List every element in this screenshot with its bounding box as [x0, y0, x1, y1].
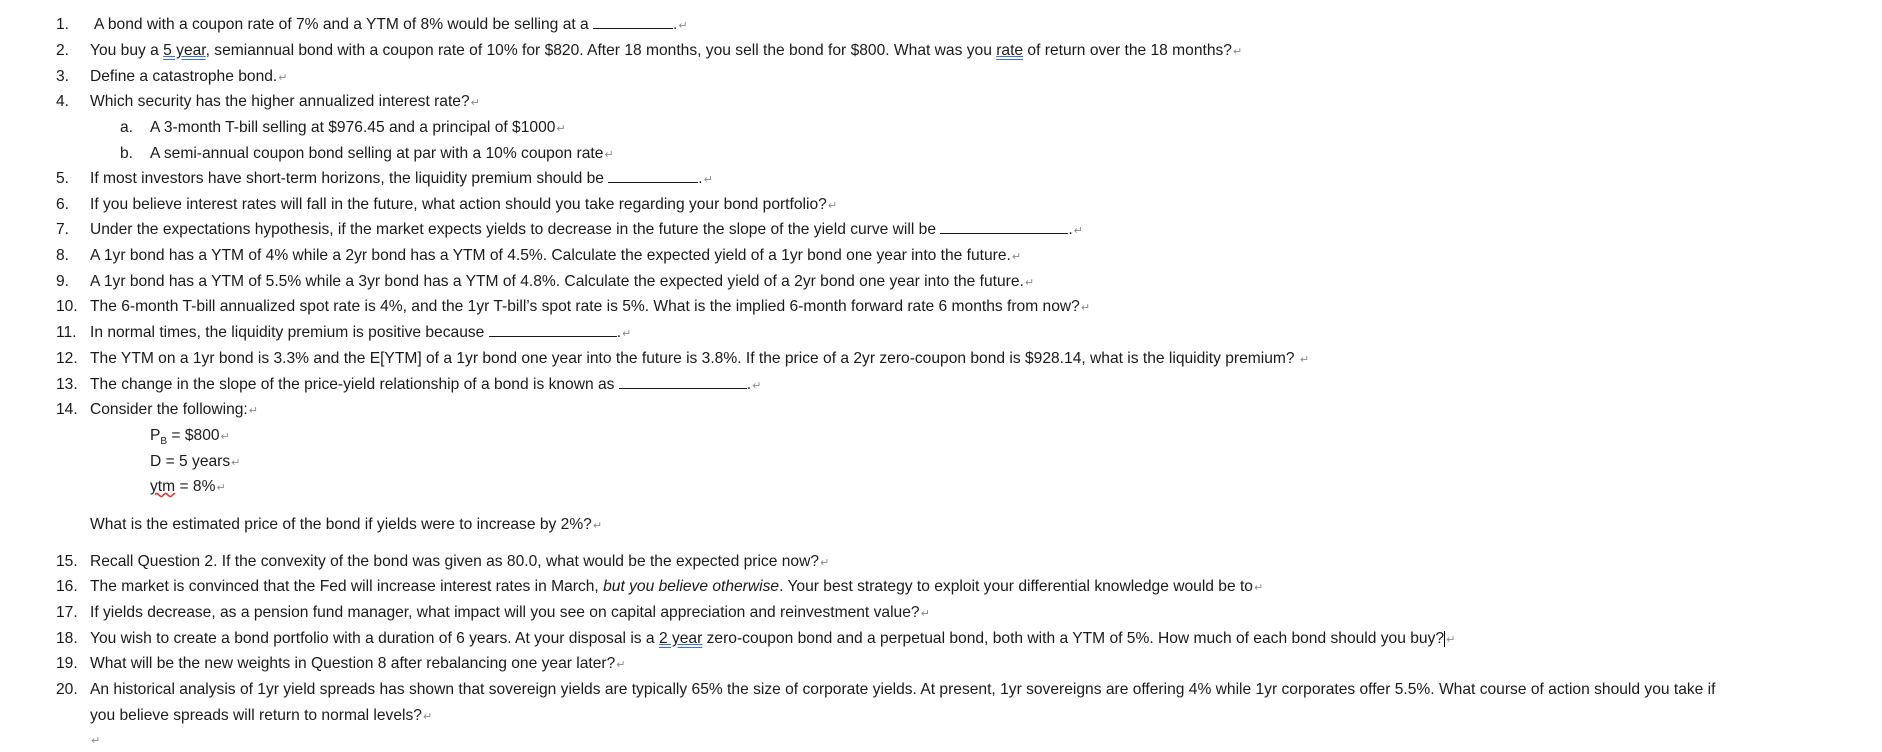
- sub-item-letter: b.: [120, 145, 134, 162]
- question-text: In normal times, the liquidity premium is positive because .↵: [90, 324, 632, 341]
- paragraph-mark-icon: ↵: [1299, 354, 1310, 366]
- paragraph-mark-icon: ↵: [278, 72, 288, 84]
- paragraph-mark-icon: ↵: [616, 659, 626, 671]
- question-number: 18.: [56, 630, 78, 647]
- sub-item-text: A semi-annual coupon bond selling at par with a 10% coupon rate↵: [150, 145, 614, 162]
- question-number: 2.: [56, 42, 70, 59]
- question-text: A 1yr bond has a YTM of 5.5% while a 3yr bond has a YTM of 4.8%. Calculate the expected yield of a 2yr bond one year into the future.↵: [90, 273, 1035, 290]
- question-number: 16.: [56, 578, 78, 595]
- question-number: 11.: [56, 324, 77, 341]
- question-number: 9.: [56, 273, 70, 290]
- sub-item-letter: a.: [120, 119, 134, 136]
- question-number: 3.: [56, 68, 70, 85]
- paragraph-mark-icon: ↵: [422, 711, 433, 723]
- question-text: Recall Question 2. If the convexity of the bond was given as 80.0, what would be the expected price now?↵: [90, 553, 830, 570]
- question-number: 1.: [56, 16, 70, 33]
- question-text: The market is convinced that the Fed will increase interest rates in March, but you believe otherwise. Your best strategy to exploit your differential knowledge would be to↵: [90, 578, 1264, 595]
- paragraph-mark-icon: ↵: [604, 149, 614, 161]
- question-text: The change in the slope of the price-yield relationship of a bond is known as .↵: [90, 376, 762, 393]
- paragraph-mark-icon: ↵: [678, 20, 688, 32]
- text-cursor: [1444, 631, 1445, 647]
- answer-blank: [489, 322, 617, 337]
- grammar-flag[interactable]: 5 year: [163, 42, 206, 59]
- question-number: 20.: [56, 681, 78, 698]
- sub-item-text: A 3-month T-bill selling at $976.45 and a principal of $1000↵: [150, 119, 566, 136]
- answer-blank: [608, 168, 698, 183]
- question-number: 7.: [56, 221, 70, 238]
- question-text: What will be the new weights in Question 8 after rebalancing one year later?↵: [90, 655, 626, 672]
- paragraph-mark-icon: ↵: [622, 328, 632, 340]
- paragraph-mark-icon: ↵: [1011, 251, 1022, 263]
- question-text: Which security has the higher annualized interest rate?↵: [90, 93, 480, 110]
- paragraph-mark-icon: ↵: [248, 405, 258, 417]
- grammar-flag[interactable]: 2 year: [658, 630, 703, 647]
- paragraph-mark-icon: ↵: [592, 520, 603, 532]
- paragraph-mark-icon: ↵: [827, 200, 838, 212]
- question-number: 12.: [56, 350, 78, 367]
- question-number: 19.: [56, 655, 78, 672]
- answer-blank: [593, 14, 673, 29]
- paragraph-mark-icon: ↵: [1446, 634, 1456, 646]
- question-text: If you believe interest rates will fall in the future, what action should you take regarding your bond portfolio?↵: [90, 196, 838, 213]
- paragraph-mark-icon: ↵: [91, 735, 101, 747]
- paragraph-mark-icon: ↵: [1080, 302, 1091, 314]
- question-number: 5.: [56, 170, 70, 187]
- question-number: 17.: [56, 604, 78, 621]
- paragraph-mark-icon: ↵: [1024, 277, 1035, 289]
- question-text: You wish to create a bond portfolio with a duration of 6 years. At your disposal is a 2 year zero-coupon bond and a perpetual bond, both with a YTM of 5%. How much of each bond should you buy? ↵: [90, 630, 1456, 647]
- paragraph-mark-icon: ↵: [556, 123, 566, 135]
- question-text: Under the expectations hypothesis, if the market expects yields to decrease in the future the slope of the yield curve will be .↵: [90, 221, 1083, 238]
- question-text: Consider the following:↵: [90, 401, 258, 418]
- question-number: 15.: [56, 553, 78, 570]
- paragraph-mark-icon: ↵: [1232, 46, 1243, 58]
- question-text: If yields decrease, as a pension fund manager, what impact will you see on capital appreciation and reinvestment value?↵: [90, 604, 930, 621]
- question-number: 4.: [56, 93, 70, 110]
- answer-blank: [940, 219, 1068, 234]
- question-number: 14.: [56, 401, 78, 418]
- question-text: The YTM on a 1yr bond is 3.3% and the E[YTM] of a 1yr bond one year into the future is 3.8%. If the price of a 2yr zero-coupon bond is $928.14, what is the liquidity premium? ↵: [90, 350, 1310, 367]
- question-text: The 6-month T-bill annualized spot rate is 4%, and the 1yr T-bill’s spot rate is 5%. What is the implied 6-month forward rate 6 months from now?↵: [90, 298, 1091, 315]
- paragraph-mark-icon: ↵: [920, 608, 930, 620]
- paragraph-mark-icon: ↵: [231, 457, 241, 469]
- question-text: An historical analysis of 1yr yield spreads has shown that sovereign yields are typically 65% the size of corporate yields. At present, 1yr sovereigns are offering 4% while 1yr corporates offer 5.5%. What course of action should you take if: [90, 681, 1716, 698]
- question-number: 13.: [56, 376, 78, 393]
- paragraph-mark-icon: ↵: [216, 482, 226, 494]
- question-text: If most investors have short-term horizons, the liquidity premium should be .↵: [90, 170, 713, 187]
- question-number: 6.: [56, 196, 70, 213]
- question-number: 10.: [56, 298, 78, 315]
- paragraph-mark-icon: ↵: [703, 174, 713, 186]
- paragraph-mark-icon: ↵: [820, 557, 830, 569]
- paragraph-mark-icon: ↵: [470, 97, 480, 109]
- paragraph-mark-icon: ↵: [752, 380, 762, 392]
- question-text: A 1yr bond has a YTM of 4% while a 2yr bond has a YTM of 4.5%. Calculate the expected yield of a 1yr bond one year into the future.↵: [90, 247, 1022, 264]
- answer-blank: [619, 374, 747, 389]
- question-number: 8.: [56, 247, 70, 264]
- question-text: You buy a 5 year, semiannual bond with a coupon rate of 10% for $820. After 18 months, you sell the bond for $800. What was you rate of return over the 18 months?↵: [90, 42, 1243, 59]
- question-text: A bond with a coupon rate of 7% and a YTM of 8% would be selling at a .↵: [94, 16, 688, 33]
- paragraph-mark-icon: ↵: [1073, 225, 1083, 237]
- grammar-flag[interactable]: rate: [996, 42, 1024, 59]
- document-page[interactable]: 1. A bond with a coupon rate of 7% and a YTM of 8% would be selling at a .↵ 2. You buy a 5 year, semiannual bond with a coupon rate of 10% for $820. After 18 months, you sell the bond for $800. What was you rate of return over the 18 months?↵ 3. Define a catastrophe bond.↵ 4. Which security has the higher annualized interest rate?↵ a. A 3-month T-bill selling at $976.45 and a principal of $1000↵ b. A semi-annual coupon bond selling at par with a 10% coupon rate↵ 5. If most investors have short-term horizons, the liquidity premium should be .↵ 6. If you believe interest rates will fall in the future, what action should you take regarding your bond portfolio?↵ 7. Under the expectations hypothesis, if the market expects yields to decrease in the future the slope of the yield curve will be .↵ 8. A 1yr bond has a YTM of 4% while a 2yr bond has a YTM of 4.5%. Calculate the expected yield of a 1yr bond one year into the future.↵ 9. A 1yr bond has a YTM of 5.5% while a 3yr bond has a YTM of 4.8%. Calculate the expected yield of a 2yr bond one year into the future.↵ 10. The 6-month T-bill annualized spot rate is 4%, and the 1yr T-bill’s spot rate is 5%. What is the implied 6-month forward rate 6 months from now?↵ 11. In normal times, the liquidity premium is positive because .↵ 12. The YTM on a 1yr bond is 3.3% and the E[YTM] of a 1yr bond one year into the future is 3.8%. If the price of a 2yr zero-coupon bond is $928.14, what is the liquidity premium? ↵ 13. The change in the slope of the price-yield relationship of a bond is known as .↵ 14. Consider the following:↵ $P_B$ = $800↵ D = 5 years↵ ytm = 8%↵ What is the estimated price of the bond if yields were to increase by 2%?↵ 15. Recall Question 2. If the convexity of the bond was given as 80.0, what would be the expected price now?↵ 16. The market is convinced that the Fed will increase interest rates in March, but you believe otherwise. Your best strategy to exploit your differential knowledge would be to↵ 17. If yields decrease, as a pension fund manager, what impact will you see on capital appreciation and reinvestment value?↵ 18. You wish to create a bond portfolio with a duration of 6 years. At your disposal is a 2 year zero-coupon bond and a perpetual bond, both with a YTM of 5%. How much of each bond should you buy? ↵ 19. What will be the new weights in Question 8 after rebalancing one year later?↵ 20. An historical analysis of 1yr yield spreads has shown that sovereign yields are typically 65% the size of corporate yields. At present, 1yr sovereigns are offering 4% while 1yr corporates offer 5.5%. What course of action should you take if you believe spreads will return to normal levels?↵ ↵: [56, 16, 1716, 747]
- spelling-flag[interactable]: ytm: [150, 478, 176, 495]
- paragraph-mark-icon: ↵: [220, 431, 230, 443]
- paragraph-mark-icon: ↵: [1253, 582, 1264, 594]
- question-text: Define a catastrophe bond.↵: [90, 68, 288, 85]
